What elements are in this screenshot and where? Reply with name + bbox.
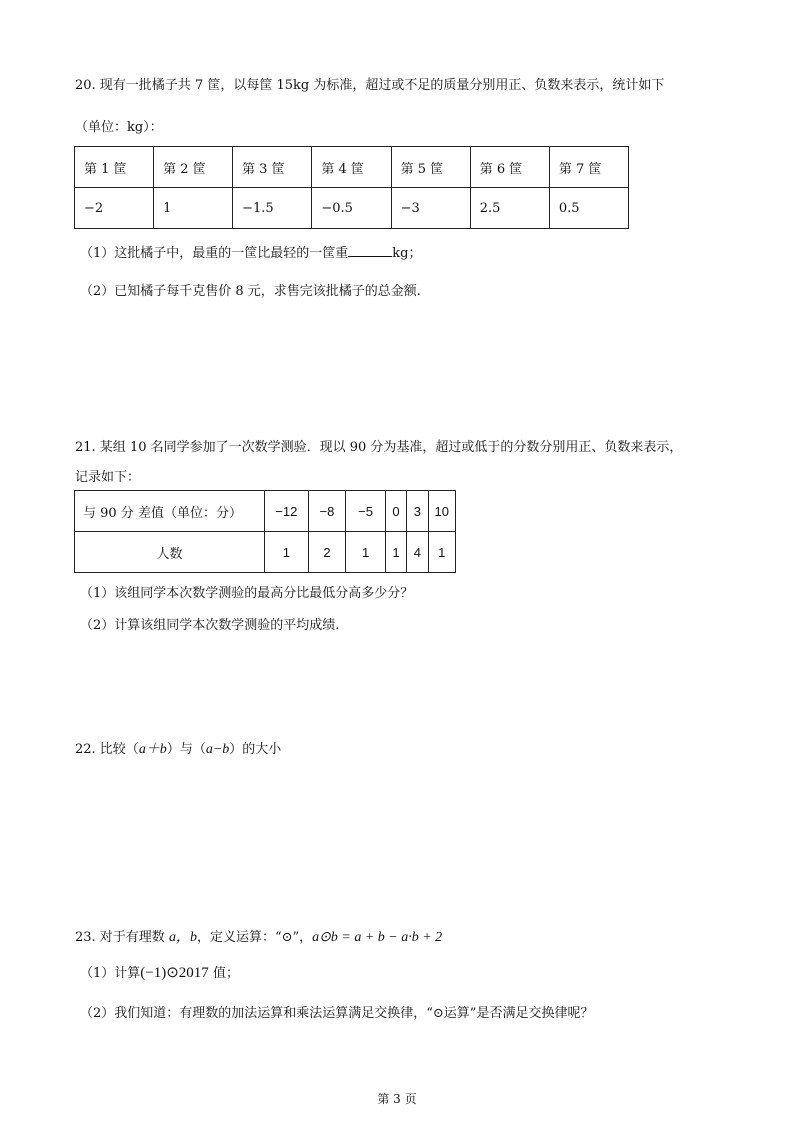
answer-blank[interactable] [348, 244, 392, 257]
q21-sub1: （1）该组同学本次数学测验的最高分比最低分高多少分？ [80, 586, 414, 601]
table-header-cell: 第 7 筐 [549, 147, 628, 188]
q23-stem [75, 926, 442, 946]
table-cell: −1.5 [233, 188, 312, 229]
q20-stem-line2: （单位：kg）： [75, 120, 163, 135]
q22-stem [75, 738, 281, 758]
table-cell: 2 [308, 532, 346, 573]
q22-suffix: ）的大小 [229, 742, 282, 757]
q20-sub2: （2）已知橘子每千克售价 8 元，求售完该批橘子的总金额. [80, 284, 421, 299]
q20-sub1-text: （1）这批橘子中，最重的一筐比最轻的一筐重 [80, 246, 349, 261]
q23-sub1-text: （1）计算 [80, 966, 141, 981]
q20-sub1-unit: kg； [392, 246, 422, 261]
q20-stem-line1: 20. 现有一批橘子共 7 筐，以每筐 15kg 为标准，超过或不足的质量分别用正、负数来表示，统计如下 [75, 78, 665, 93]
table-header-cell: 第 5 筐 [391, 147, 470, 188]
table-header-cell: 与 90 分 差值（单位：分） [75, 491, 265, 532]
table-row [75, 532, 456, 573]
q23-sub1-expr: (−1)⊙2017 [140, 965, 209, 981]
table-cell: −2 [75, 188, 154, 229]
table-header-cell: 第 2 筐 [154, 147, 233, 188]
q22-mid: ）与（ [166, 742, 206, 757]
table-cell: 1 [385, 532, 406, 573]
q23-prefix: 23. 对于有理数 [75, 930, 169, 945]
table-cell: 1 [428, 532, 455, 573]
q21-stem-line1: 21. 某组 10 名同学参加了一次数学测验．现以 90 分为基准，超过或低于的分数分别用正、负数来表示， [75, 440, 683, 455]
q23-sub2: （2）我们知道：有理数的加法运算和乘法运算满足交换律，“⊙运算”是否满足交换律呢？ [80, 1006, 594, 1021]
table-cell: 0.5 [549, 188, 628, 229]
q23-sub1 [80, 962, 239, 982]
table-cell: −3 [391, 188, 470, 229]
q20-table [74, 146, 629, 229]
q23-formula: a⊙b = a + b − a·b + 2 [312, 930, 443, 945]
q23-mid: ，定义运算：“⊙”， [196, 930, 313, 945]
table-cell: −8 [308, 491, 346, 532]
table-header-cell: 第 6 筐 [470, 147, 549, 188]
q21-sub2: （2）计算该组同学本次数学测验的平均成绩. [80, 618, 340, 633]
table-cell: 1 [346, 532, 386, 573]
table-row [75, 491, 456, 532]
q21-stem-line2: 记录如下： [75, 470, 141, 485]
table-row [75, 147, 629, 188]
table-cell: −5 [346, 491, 386, 532]
table-header-cell: 第 3 筐 [233, 147, 312, 188]
table-cell: 1 [264, 532, 308, 573]
table-cell: 1 [154, 188, 233, 229]
table-header-cell: 第 4 筐 [312, 147, 391, 188]
table-cell: 3 [407, 491, 428, 532]
table-header-cell: 人数 [75, 532, 265, 573]
q23-sub1-tail: 值； [208, 966, 239, 981]
q22-prefix: 22. 比较（ [75, 742, 139, 757]
table-header-cell: 第 1 筐 [75, 147, 154, 188]
q22-expr1: a＋b [138, 742, 167, 757]
table-cell: −0.5 [312, 188, 391, 229]
q21-table [74, 490, 456, 573]
table-cell: −12 [264, 491, 308, 532]
table-cell: 10 [428, 491, 455, 532]
table-cell: 4 [407, 532, 428, 573]
table-cell: 2.5 [470, 188, 549, 229]
q22-expr2: a−b [205, 742, 230, 757]
q23-vars: a，b [168, 930, 197, 945]
table-cell: 0 [385, 491, 406, 532]
table-row [75, 188, 629, 229]
page-number: 第 3 页 [377, 1092, 417, 1106]
q20-sub1 [80, 242, 421, 261]
